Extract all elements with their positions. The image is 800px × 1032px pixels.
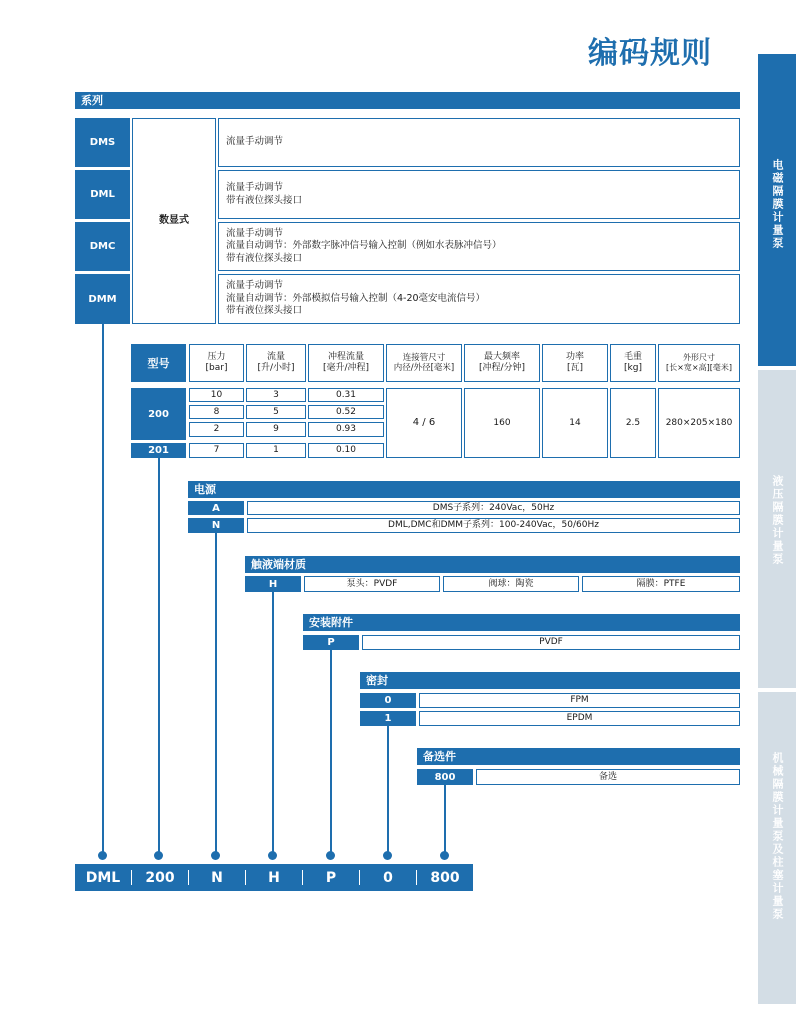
material-diaphragm: 隔膜：PTFE bbox=[582, 576, 740, 592]
code-segment-fitting: P bbox=[325, 869, 337, 886]
side-tab-mechanical[interactable] bbox=[758, 692, 796, 1004]
col-header-pressure: 压力 [bar] bbox=[189, 344, 244, 382]
code-segment-seal: 0 bbox=[383, 869, 393, 886]
series-code-dms: DMS bbox=[75, 118, 130, 167]
col-header-stroke-flow: 冲程流量 [毫升/冲程] bbox=[308, 344, 384, 382]
power-code-n: N bbox=[188, 518, 244, 533]
connector-dot bbox=[440, 851, 449, 860]
col-header-dimensions: 外形尺寸 [长×宽×高][毫米] bbox=[658, 344, 740, 382]
connector-dot bbox=[211, 851, 220, 860]
model-code-201: 201 bbox=[131, 443, 186, 458]
code-segment-material: H bbox=[268, 869, 280, 886]
col-header-power: 功率 [瓦] bbox=[542, 344, 608, 382]
shared-max-freq: 160 bbox=[464, 388, 540, 458]
page-title: 编码规则 bbox=[588, 36, 712, 71]
col-header-flow: 流量 [升/小时] bbox=[246, 344, 306, 382]
series-group-label: 数显式 bbox=[132, 118, 216, 324]
shared-dimensions: 280×205×180 bbox=[658, 388, 740, 458]
code-segment-series: DML bbox=[85, 869, 121, 886]
table-cell: 10 bbox=[189, 388, 244, 402]
desc-line: 流量手动调节 bbox=[226, 280, 284, 292]
desc-line: 流量手动调节 bbox=[226, 136, 284, 148]
shared-weight: 2.5 bbox=[610, 388, 656, 458]
connector-line bbox=[330, 650, 332, 854]
material-header: 触液端材质 bbox=[245, 556, 740, 573]
seal-header: 密封 bbox=[360, 672, 740, 689]
option-header: 备选件 bbox=[417, 748, 740, 765]
desc-line: 流量手动调节 bbox=[226, 182, 284, 193]
connector-dot bbox=[383, 851, 392, 860]
side-tab-label: 电磁隔膜计量泵 bbox=[771, 159, 784, 250]
table-cell: 0.31 bbox=[308, 388, 384, 402]
seal-desc-0: FPM bbox=[419, 693, 740, 708]
model-header: 型号 bbox=[131, 344, 186, 382]
table-cell: 9 bbox=[246, 422, 306, 437]
connector-dot bbox=[98, 851, 107, 860]
connector-line bbox=[102, 324, 104, 854]
fitting-desc: PVDF bbox=[362, 635, 740, 650]
series-code-dml: DML bbox=[75, 170, 130, 219]
desc-line: 流量自动调节：外部数字脉冲信号输入控制（例如水表脉冲信号） bbox=[226, 240, 502, 252]
table-cell: 7 bbox=[189, 443, 244, 458]
fitting-code: P bbox=[303, 635, 359, 650]
fitting-header: 安装附件 bbox=[303, 614, 740, 631]
col-header-weight: 毛重 [kg] bbox=[610, 344, 656, 382]
side-tab-label: 液压隔膜计量泵 bbox=[771, 475, 784, 566]
desc-line: 流量手动调节 bbox=[226, 227, 284, 239]
code-segment-option: 800 bbox=[430, 869, 460, 886]
table-cell: 8 bbox=[189, 405, 244, 419]
connector-dot bbox=[268, 851, 277, 860]
shared-power: 14 bbox=[542, 388, 608, 458]
series-code-dmc: DMC bbox=[75, 222, 130, 271]
series-code-dmm: DMM bbox=[75, 274, 130, 324]
col-header-max-freq: 最大频率 [冲程/分钟] bbox=[464, 344, 540, 382]
option-code: 800 bbox=[417, 769, 473, 785]
connector-dot bbox=[326, 851, 335, 860]
series-desc-dml bbox=[218, 170, 740, 219]
power-header: 电源 bbox=[188, 481, 740, 498]
table-cell: 0.52 bbox=[308, 405, 384, 419]
power-desc-n: DML,DMC和DMM子系列：100-240Vac，50/60Hz bbox=[247, 518, 740, 533]
shared-tube-size: 4 / 6 bbox=[386, 388, 462, 458]
model-code-200: 200 bbox=[131, 388, 186, 440]
series-desc-dmc bbox=[218, 222, 740, 271]
table-cell: 2 bbox=[189, 422, 244, 437]
seal-code-1: 1 bbox=[360, 711, 416, 726]
col-header-tube-size: 连接管尺寸 内径/外径[毫米] bbox=[386, 344, 462, 382]
desc-line: 带有液位探头接口 bbox=[226, 194, 303, 206]
code-bar bbox=[75, 864, 473, 891]
desc-line: 带有液位探头接口 bbox=[226, 252, 303, 264]
side-tab-hydraulic[interactable] bbox=[758, 370, 796, 688]
side-tab-electromagnetic[interactable] bbox=[758, 54, 796, 366]
table-cell: 0.93 bbox=[308, 422, 384, 437]
code-segment-model: 200 bbox=[145, 869, 175, 886]
table-cell: 1 bbox=[246, 443, 306, 458]
desc-line: 带有液位探头接口 bbox=[226, 305, 303, 317]
power-desc-a: DMS子系列：240Vac，50Hz bbox=[247, 501, 740, 515]
connector-line bbox=[387, 726, 389, 854]
material-code: H bbox=[245, 576, 301, 592]
option-desc: 备选 bbox=[476, 769, 740, 785]
connector-dot bbox=[154, 851, 163, 860]
series-desc-dms bbox=[218, 118, 740, 167]
table-cell: 0.10 bbox=[308, 443, 384, 458]
series-desc-dmm bbox=[218, 274, 740, 324]
connector-line bbox=[444, 785, 446, 854]
series-header: 系列 bbox=[75, 92, 740, 109]
power-code-a: A bbox=[188, 501, 244, 515]
material-head: 泵头：PVDF bbox=[304, 576, 440, 592]
desc-line: 流量自动调节：外部模拟信号输入控制（4-20毫安电流信号） bbox=[226, 292, 486, 304]
connector-line bbox=[158, 458, 160, 854]
seal-desc-1: EPDM bbox=[419, 711, 740, 726]
connector-line bbox=[272, 592, 274, 854]
side-tab-label: 机械隔膜计量泵及柱塞计量泵 bbox=[771, 752, 784, 921]
connector-line bbox=[215, 533, 217, 854]
table-cell: 5 bbox=[246, 405, 306, 419]
seal-code-0: 0 bbox=[360, 693, 416, 708]
code-segment-power: N bbox=[211, 869, 223, 886]
material-ball: 阀球：陶瓷 bbox=[443, 576, 579, 592]
table-cell: 3 bbox=[246, 388, 306, 402]
